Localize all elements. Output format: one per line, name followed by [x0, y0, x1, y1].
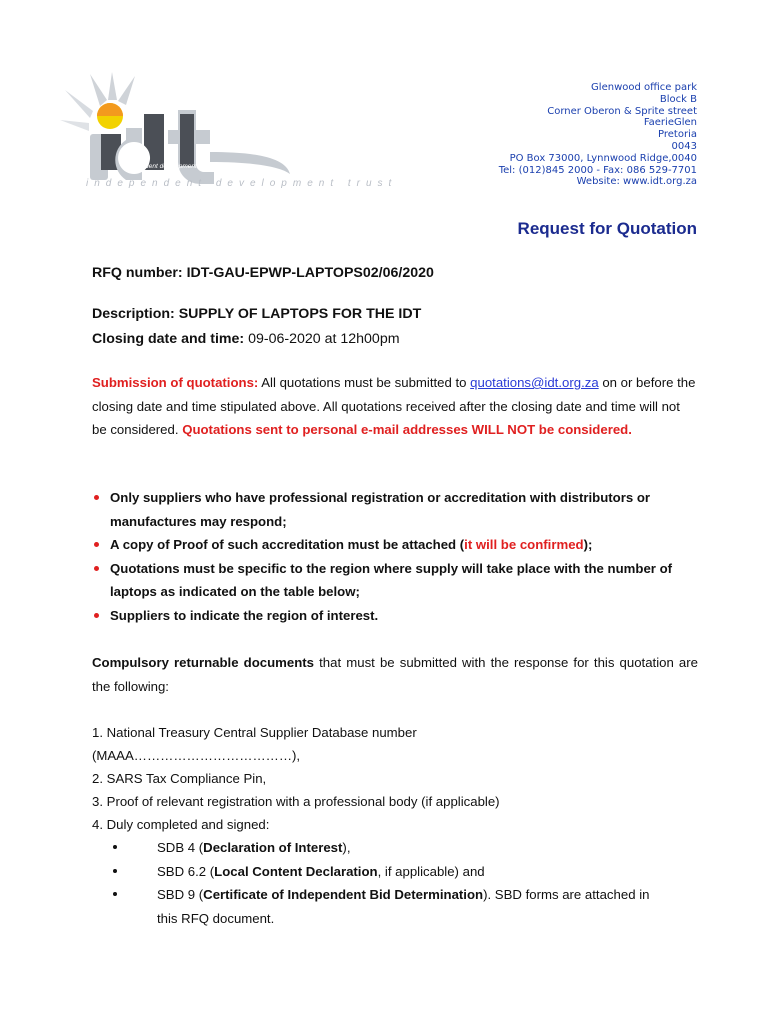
address-line: Corner Oberon & Sprite street	[547, 105, 697, 117]
compulsory-text: that must be submitted with the response for this quotation are the following:	[92, 655, 698, 694]
address-website: Website: www.idt.org.za	[576, 176, 697, 188]
numbered-item-continuation: (MAAA………………………………),	[92, 748, 301, 763]
list-item-text: ). SBD forms are attached in this RFQ document.	[157, 887, 650, 926]
list-item-text: Quotations must be specific to the region where supply will take place with the number of laptops as indicated on the table below;	[110, 560, 673, 599]
address-line: Glenwood office park	[591, 82, 697, 93]
closing-value: 09-06-2020 at 12h00pm	[244, 331, 400, 347]
list-item	[110, 883, 670, 930]
description: Description: SUPPLY OF LAPTOPS FOR THE IDT	[92, 306, 422, 322]
numbered-item: 3. Proof of relevant registration with a professional body (if applicable)	[92, 794, 500, 809]
list-item-text: Suppliers to indicate the region of interest.	[110, 607, 379, 623]
logo-tagline: independent development trust	[86, 178, 398, 189]
list-item-text: ),	[342, 840, 351, 855]
quotations-email-link[interactable]: quotations@idt.org.za	[470, 375, 599, 390]
idt-logo	[60, 70, 300, 195]
list-item	[110, 836, 670, 860]
sun-rays-icon	[60, 72, 135, 131]
list-item-text: );	[583, 537, 593, 552]
list-item	[92, 604, 698, 628]
submission-label: Submission of quotations:	[92, 375, 259, 390]
numbered-list	[92, 721, 698, 836]
rfq-number: RFQ number: IDT-GAU-EPWP-LAPTOPS02/06/2020	[92, 265, 434, 281]
form-name: Declaration of Interest	[203, 840, 343, 855]
numbered-item: 2. SARS Tax Compliance Pin,	[92, 771, 267, 786]
list-item-highlight: it will be confirmed	[464, 537, 584, 552]
list-item-text: A copy of Proof of such accreditation must be attached (	[110, 537, 465, 552]
submission-text: All quotations must be submitted to	[258, 375, 471, 390]
sbd-forms-list	[110, 836, 670, 930]
submission-paragraph	[92, 371, 698, 442]
list-item-text: Only suppliers who have professional registration or accreditation with distributors or manufactures may respond;	[110, 490, 651, 529]
list-item-text: SBD 6.2 (	[157, 863, 215, 879]
list-item	[92, 486, 698, 533]
closing-label: Closing date and time:	[92, 331, 245, 347]
address-line: Block B	[659, 93, 697, 105]
logo-inner-tagline: independent development trust	[122, 163, 212, 170]
submission-warning: Quotations sent to personal e-mail addresses WILL NOT be considered.	[182, 422, 632, 437]
address-line: PO Box 73000, Lynnwood Ridge,0040	[509, 152, 697, 164]
submission-text: on or before the closing date and time stipulated above. All quotations received after the closing date and time will not be considered.	[92, 375, 696, 437]
address-line: 0043	[671, 140, 697, 152]
list-item-text: , if applicable) and	[377, 863, 485, 879]
address-line: Pretoria	[658, 129, 697, 141]
compulsory-paragraph	[92, 651, 698, 698]
address-line: Tel: (012)845 2000 - Fax: 086 529-7701	[498, 164, 697, 176]
form-name: Certificate of Independent Bid Determination	[203, 887, 484, 902]
closing-date	[92, 331, 698, 347]
page-title: Request for Quotation	[517, 219, 697, 238]
numbered-item: 1. National Treasury Central Supplier Database number	[92, 725, 417, 740]
list-item	[92, 533, 698, 557]
list-item	[92, 557, 698, 604]
numbered-item: 4. Duly completed and signed:	[92, 817, 270, 832]
address-block	[499, 82, 697, 188]
compulsory-label: Compulsory returnable documents	[92, 655, 315, 670]
requirements-list	[92, 486, 698, 627]
list-item	[110, 860, 670, 884]
form-name: Local Content Declaration	[214, 863, 378, 879]
address-line: FaerieGlen	[643, 117, 697, 129]
list-item-text: SDB 4 (	[157, 840, 204, 855]
list-item-text: SBD 9 (	[157, 887, 204, 902]
